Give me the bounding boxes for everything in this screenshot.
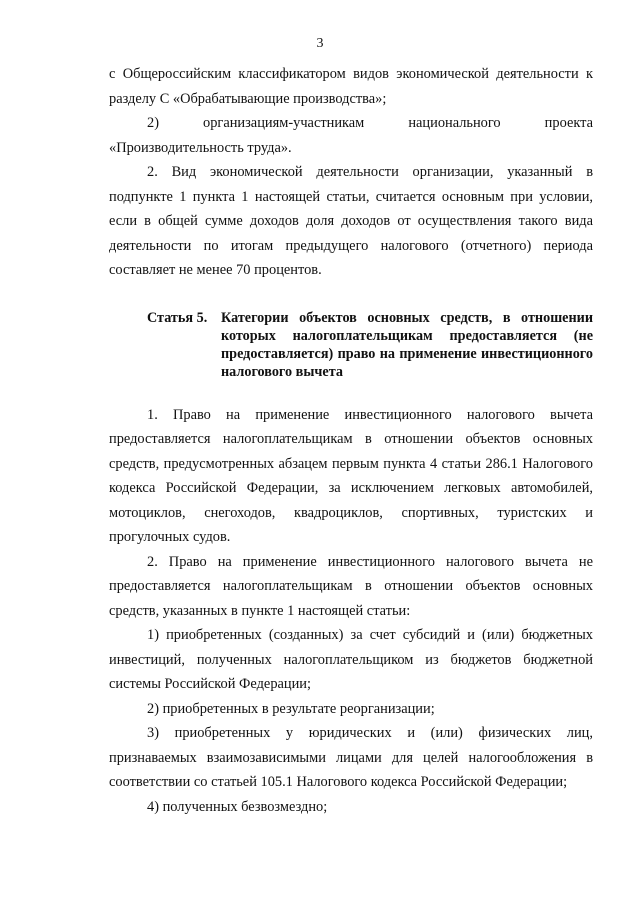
article-heading [109, 309, 593, 381]
paragraph-point-2: 2. Вид экономической деятельности организации, указанный в подпункте 1 пункта 1 настоящей статьи, считается основным при условии, если в общей сумме доходов доля доходов от осуществления такого вида деятельности по итогам предыдущего налогового (отчетного) периода составляет не менее 70 процентов. [109, 164, 593, 278]
article-subitem-3: 3) приобретенных у юридических и (или) физических лиц, признаваемых взаимозависимыми лицами для целей налогообложения в соответствии со статьей 105.1 Налогового кодекса Российской Федерации; [109, 725, 593, 790]
article-point-2: 2. Право на применение инвестиционного налогового вычета не предоставляется налогоплательщикам в отношении объектов основных средств, указанных в пункте 1 настоящей статьи: [109, 553, 593, 619]
article-subitem-2: 2) приобретенных в результате реорганизации; [147, 700, 435, 717]
page-number: 3 [316, 36, 324, 51]
document-body [109, 62, 593, 819]
article-title: Категории объектов основных средств, в отношении которых налогоплательщикам предоставляется (не предоставляется) право на применение инвестиционного налогового вычета [221, 309, 593, 380]
article-subitem-1: 1) приобретенных (созданных) за счет субсидий и (или) бюджетных инвестиций, полученных налогоплательщиком из бюджетов бюджетной системы Российской Федерации; [109, 627, 593, 692]
article-point-1: 1. Право на применение инвестиционного налогового вычета предоставляется налогоплательщикам в отношении объектов основных средств, предусмотренных абзацем первым пункта 4 статьи 286.1 Налогового кодекса Российской Федерации, за исключением легковых автомобилей, мотоциклов, снегоходов, квадроциклов, спортивных, туристских и прогулочных судов. [109, 406, 593, 545]
paragraph-item-2: 2) организациям-участникам национального проекта «Производительность труда». [109, 115, 593, 156]
paragraph-continuation: с Общероссийским классификатором видов экономической деятельности к разделу С «Обрабатывающие производства»; [109, 66, 593, 107]
article-number: Статья 5. [147, 309, 208, 326]
article-subitem-4: 4) полученных безвозмездно; [147, 798, 328, 815]
